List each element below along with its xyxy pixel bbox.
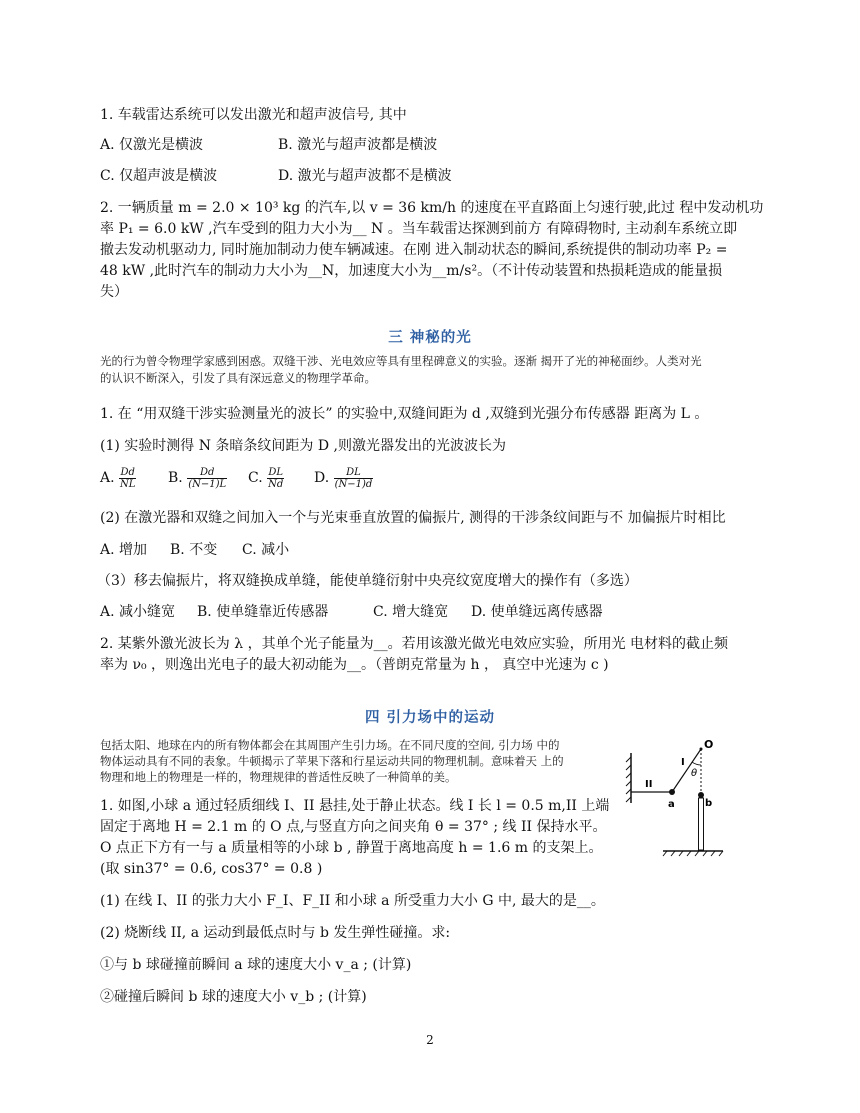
option-d: D. 使单缝远离传感器 (471, 604, 603, 620)
question-4-1-line: O 点正下方有一与 a 质量相等的小球 b , 静置于离地高度 h = 1.6 m 的支架上。 (100, 840, 603, 856)
question-4-1-2-ii: ②碰撞后瞬间 b 球的速度大小 v_b ; (计算) (100, 989, 367, 1005)
option-b: B. 使单缝靠近传感器 (197, 604, 329, 620)
option-a: A. 增加 (100, 542, 148, 558)
section-intro: 包括太阳、地球在内的所有物体都会在其周围产生引力场。在不同尺度的空间, 引力场 中的 (100, 738, 560, 752)
question-4-1-line: (取 sin37° = 0.6, cos37° = 0.8 ) (100, 861, 323, 877)
question-3-1-3: （3）移去偏振片，将双缝换成单缝，能使单缝衍射中央亮纹宽度增大的操作有（多选） (97, 573, 638, 589)
option-b: B. $\frac{Dd}{(N-1)L}$ (168, 466, 227, 490)
question-4-1-2: (2) 烧断线 II, a 运动到最低点时与 b 发生弹性碰撞。求: (100, 925, 451, 941)
option-c: C. 仅超声波是横波 (100, 168, 218, 184)
label-b: b (705, 798, 713, 809)
option-row (100, 540, 289, 560)
fraction-options (100, 466, 373, 490)
question-3-1: 1. 在 “用双缝干涉实验测量光的波长” 的实验中,双缝间距为 d ,双缝到光强分布传感器 距离为 L 。 (100, 406, 709, 422)
section-intro: 物体运动具有不同的表象。牛顿揭示了苹果下落和行星运动共同的物理机制。意味着天 上的 (100, 754, 564, 768)
option-row (100, 135, 437, 155)
pendulum-figure (625, 735, 725, 860)
question-4-1-line: 1. 如图,小球 a 通过轻质细线 I、II 悬挂,处于静止状态。线 I 长 l = 0.5 m,II 上端 (100, 798, 610, 814)
question-3-1-1: (1) 实验时测得 N 条暗条纹间距为 D ,则激光器发出的光波波长为 (100, 438, 507, 454)
option-d: D. $\frac{DL}{(N-1)d}$ (314, 466, 373, 490)
label-o: O (704, 738, 714, 751)
option-c: C. 减小 (242, 542, 290, 558)
question-4-1-1: (1) 在线 I、II 的张力大小 F_I、F_II 和小球 a 所受重力大小 G 中, 最大的是__。 (100, 893, 605, 909)
question-2-2-line: 撤去发动机驱动力, 同时施加制动力使车辆减速。在刚 进入制动状态的瞬间,系统提供的制动功率 P₂ = (100, 242, 728, 258)
question-2-2-line: 率 P₁ = 6.0 kW ,汽车受到的阻力大小为__ N 。当车载雷达探测到前方 有障碍物时, 主动刹车系统立即 (100, 221, 738, 237)
question-2-2-line: 48 kW ,此时汽车的制动力大小为__N，加速度大小为__m/s²。（不计传动装置和热损耗造成的能量损 (100, 263, 723, 279)
question-3-1-2: (2) 在激光器和双缝之间加入一个与光束垂直放置的偏振片, 测得的干涉条纹间距与不 加偏振片时相比 (100, 510, 726, 526)
fraction: $\frac{Dd}{NL}$ (120, 466, 136, 490)
option-row (100, 602, 603, 622)
option-c: C. 增大缝宽 (373, 604, 449, 620)
question-3-2-line: 率为 ν₀ ，则逸出光电子的最大初动能为__。（普朗克常量为 h ， 真空中光速为 c ) (100, 657, 609, 673)
option-a: A. 仅激光是横波 (100, 137, 204, 153)
fraction: $\frac{DL}{Nd}$ (268, 466, 284, 490)
question-4-1-2-i: ①与 b 球碰撞前瞬间 a 球的速度大小 v_a ; (计算) (100, 957, 412, 973)
page-number: 2 (426, 1033, 434, 1047)
option-row (100, 166, 452, 186)
section-intro: 物理和地上的物理是一样的，物理规律的普适性反映了一种简单的美。 (100, 770, 457, 784)
option-a: A. $\frac{Dd}{NL}$ (100, 466, 136, 490)
label-a: a (668, 799, 675, 810)
question-2-2-line: 2. 一辆质量 m = 2.0 × 10³ kg 的汽车,以 v = 36 km/h 的速度在平直路面上匀速行驶,此过 程中发动机功 (100, 200, 764, 216)
option-b: B. 不变 (170, 542, 218, 558)
option-a: A. 减小缝宽 (100, 604, 176, 620)
question-2-1: 1. 车载雷达系统可以发出激光和超声波信号, 其中 (100, 107, 407, 123)
option-c: C. $\frac{DL}{Nd}$ (248, 466, 284, 490)
label-i: I (681, 757, 685, 768)
question-3-2-line: 2. 某紫外激光波长为 λ ，其单个光子能量为__。若用该激光做光电效应实验，所用光 电材料的截止频 (100, 636, 729, 652)
option-d: D. 激光与超声波都不是横波 (278, 168, 452, 184)
section-title: 三 神秘的光 (388, 329, 472, 346)
section-title: 四 引力场中的运动 (364, 709, 496, 726)
question-4-1-line: 固定于离地 H = 2.1 m 的 O 点,与竖直方向之间夹角 θ = 37° ; 线 II 保持水平。 (100, 819, 607, 835)
section-intro: 光的行为曾令物理学家感到困惑。双缝干涉、光电效应等具有里程碑意义的实验。逐渐 揭开了光的神秘面纱。人类对光 (100, 354, 702, 368)
label-ii: II (645, 779, 653, 790)
fraction: $\frac{DL}{(N-1)d}$ (334, 466, 373, 490)
option-b: B. 激光与超声波都是横波 (278, 137, 438, 153)
label-theta: θ (691, 768, 698, 779)
fraction: $\frac{Dd}{(N-1)L}$ (188, 466, 227, 490)
question-2-2-line: 失） (100, 284, 128, 300)
section-intro: 的认识不断深入，引发了具有深远意义的物理学革命。 (100, 371, 376, 385)
